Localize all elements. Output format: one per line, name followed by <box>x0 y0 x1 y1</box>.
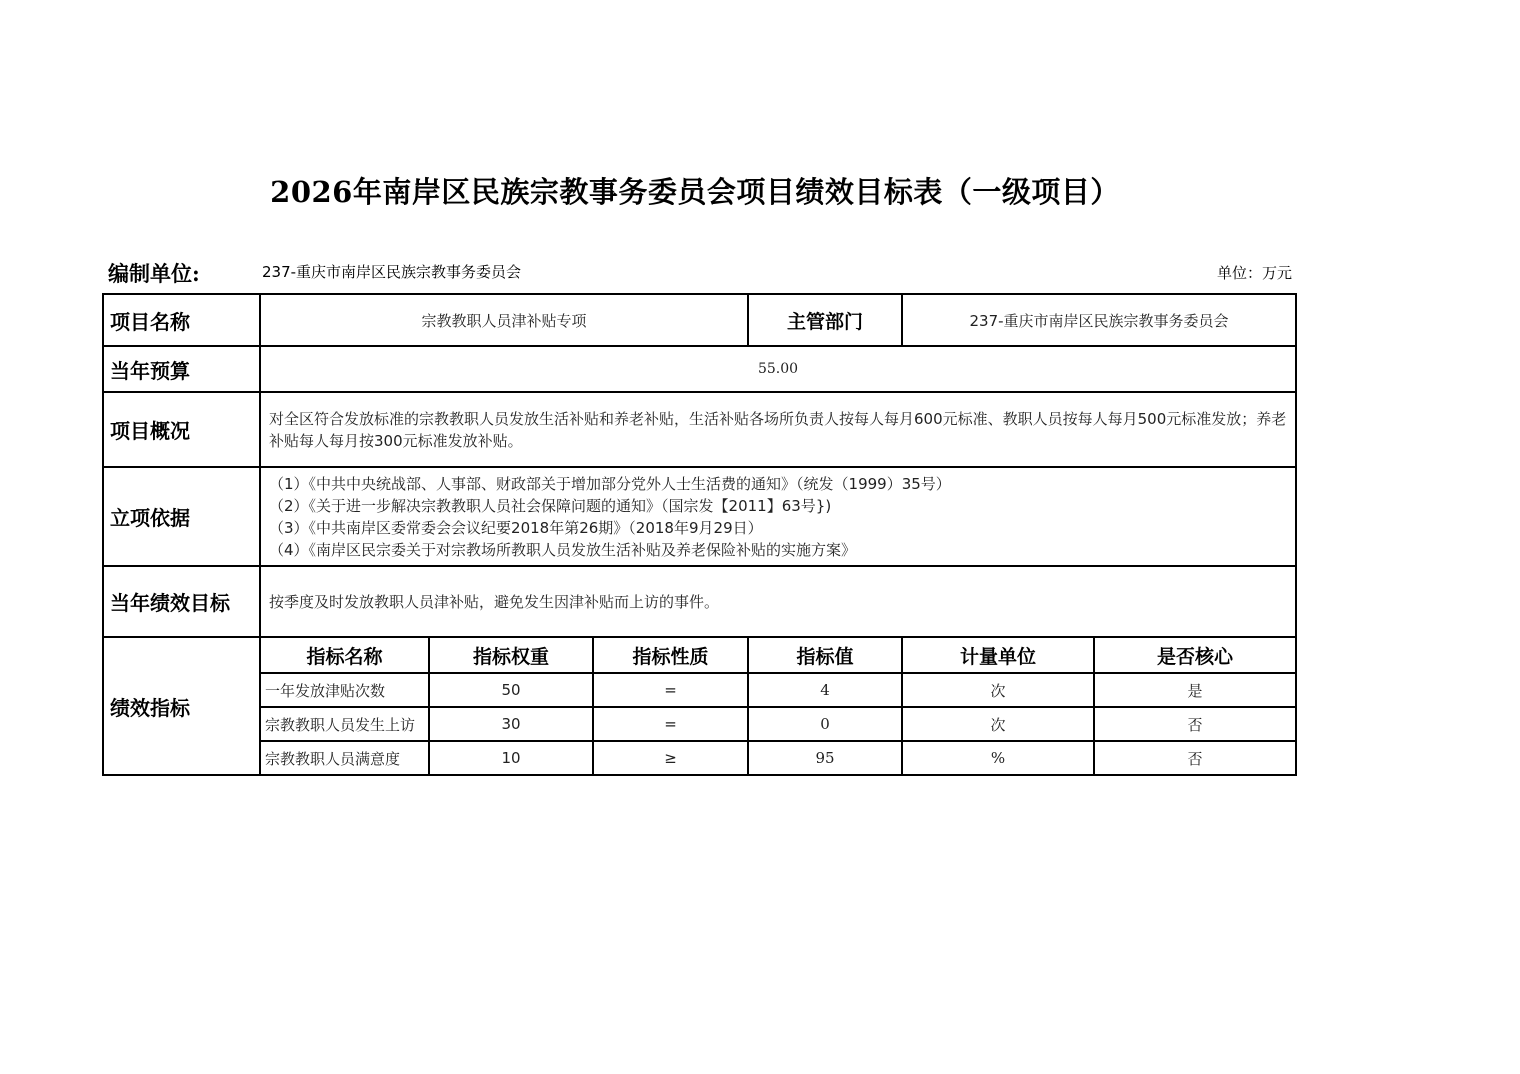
header-measure-unit: 计量单位 <box>902 637 1094 673</box>
compiler-value: 237-重庆市南岸区民族宗教事务委员会 <box>262 263 522 281</box>
project-name-value: 宗教教职人员津补贴专项 <box>260 294 748 346</box>
indicator-core: 否 <box>1094 707 1296 741</box>
compiler-label: 编制单位: <box>108 261 200 286</box>
indicator-value: 4 <box>748 673 902 707</box>
overview-value: 对全区符合发放标准的宗教教职人员发放生活补贴和养老补贴，生活补贴各场所负责人按每人每月600元标准、教职人员按每人每月500元标准发放；养老补贴每人每月按300元标准发放补贴。 <box>260 392 1296 467</box>
indicator-name: 宗教教职人员发生上访 <box>260 707 429 741</box>
budget-label: 当年预算 <box>103 346 260 392</box>
basis-item: （3）《中共南岸区委常委会会议纪要2018年第26期》（2018年9月29日） <box>269 518 763 537</box>
basis-label: 立项依据 <box>103 467 260 566</box>
dept-label: 主管部门 <box>748 294 902 346</box>
indicator-nature: = <box>593 707 748 741</box>
basis-item: （4）《南岸区民宗委关于对宗教场所教职人员发放生活补贴及养老保险补贴的实施方案》 <box>269 540 857 559</box>
overview-label: 项目概况 <box>103 392 260 467</box>
currency-unit: 单位：万元 <box>1216 264 1292 282</box>
goal-label: 当年绩效目标 <box>103 566 260 637</box>
dept-value: 237-重庆市南岸区民族宗教事务委员会 <box>902 294 1296 346</box>
indicator-unit: 次 <box>902 707 1094 741</box>
indicator-name: 宗教教职人员满意度 <box>260 741 429 775</box>
table-row <box>103 673 1296 707</box>
performance-table <box>102 293 1297 776</box>
indicator-unit: 次 <box>902 673 1094 707</box>
indicator-weight: 50 <box>429 673 593 707</box>
indicator-unit: % <box>902 741 1094 775</box>
header-indicator-name: 指标名称 <box>260 637 429 673</box>
page-title: 2026年南岸区民族宗教事务委员会项目绩效目标表（一级项目） <box>270 175 1120 209</box>
indicator-value: 0 <box>748 707 902 741</box>
indicator-value: 95 <box>748 741 902 775</box>
header-is-core: 是否核心 <box>1094 637 1296 673</box>
basis-item: （1）《中共中央统战部、人事部、财政部关于增加部分党外人士生活费的通知》（统发（1999）35号） <box>269 474 951 493</box>
table-row <box>103 741 1296 775</box>
budget-value: 55.00 <box>260 346 1296 392</box>
indicator-weight: 30 <box>429 707 593 741</box>
basis-item: （2）《关于进一步解决宗教教职人员社会保障问题的通知》（国宗发【2011】63号}) <box>269 496 832 515</box>
project-name-label: 项目名称 <box>103 294 260 346</box>
table-row <box>103 707 1296 741</box>
indicator-core: 否 <box>1094 741 1296 775</box>
header-indicator-weight: 指标权重 <box>429 637 593 673</box>
indicator-name: 一年发放津贴次数 <box>260 673 429 707</box>
indicator-nature: ≥ <box>593 741 748 775</box>
indicators-label: 绩效指标 <box>103 637 260 775</box>
indicator-core: 是 <box>1094 673 1296 707</box>
header-indicator-nature: 指标性质 <box>593 637 748 673</box>
header-indicator-value: 指标值 <box>748 637 902 673</box>
indicator-nature: = <box>593 673 748 707</box>
basis-list <box>260 467 1296 566</box>
indicator-weight: 10 <box>429 741 593 775</box>
goal-value: 按季度及时发放教职人员津补贴，避免发生因津补贴而上访的事件。 <box>260 566 1296 637</box>
